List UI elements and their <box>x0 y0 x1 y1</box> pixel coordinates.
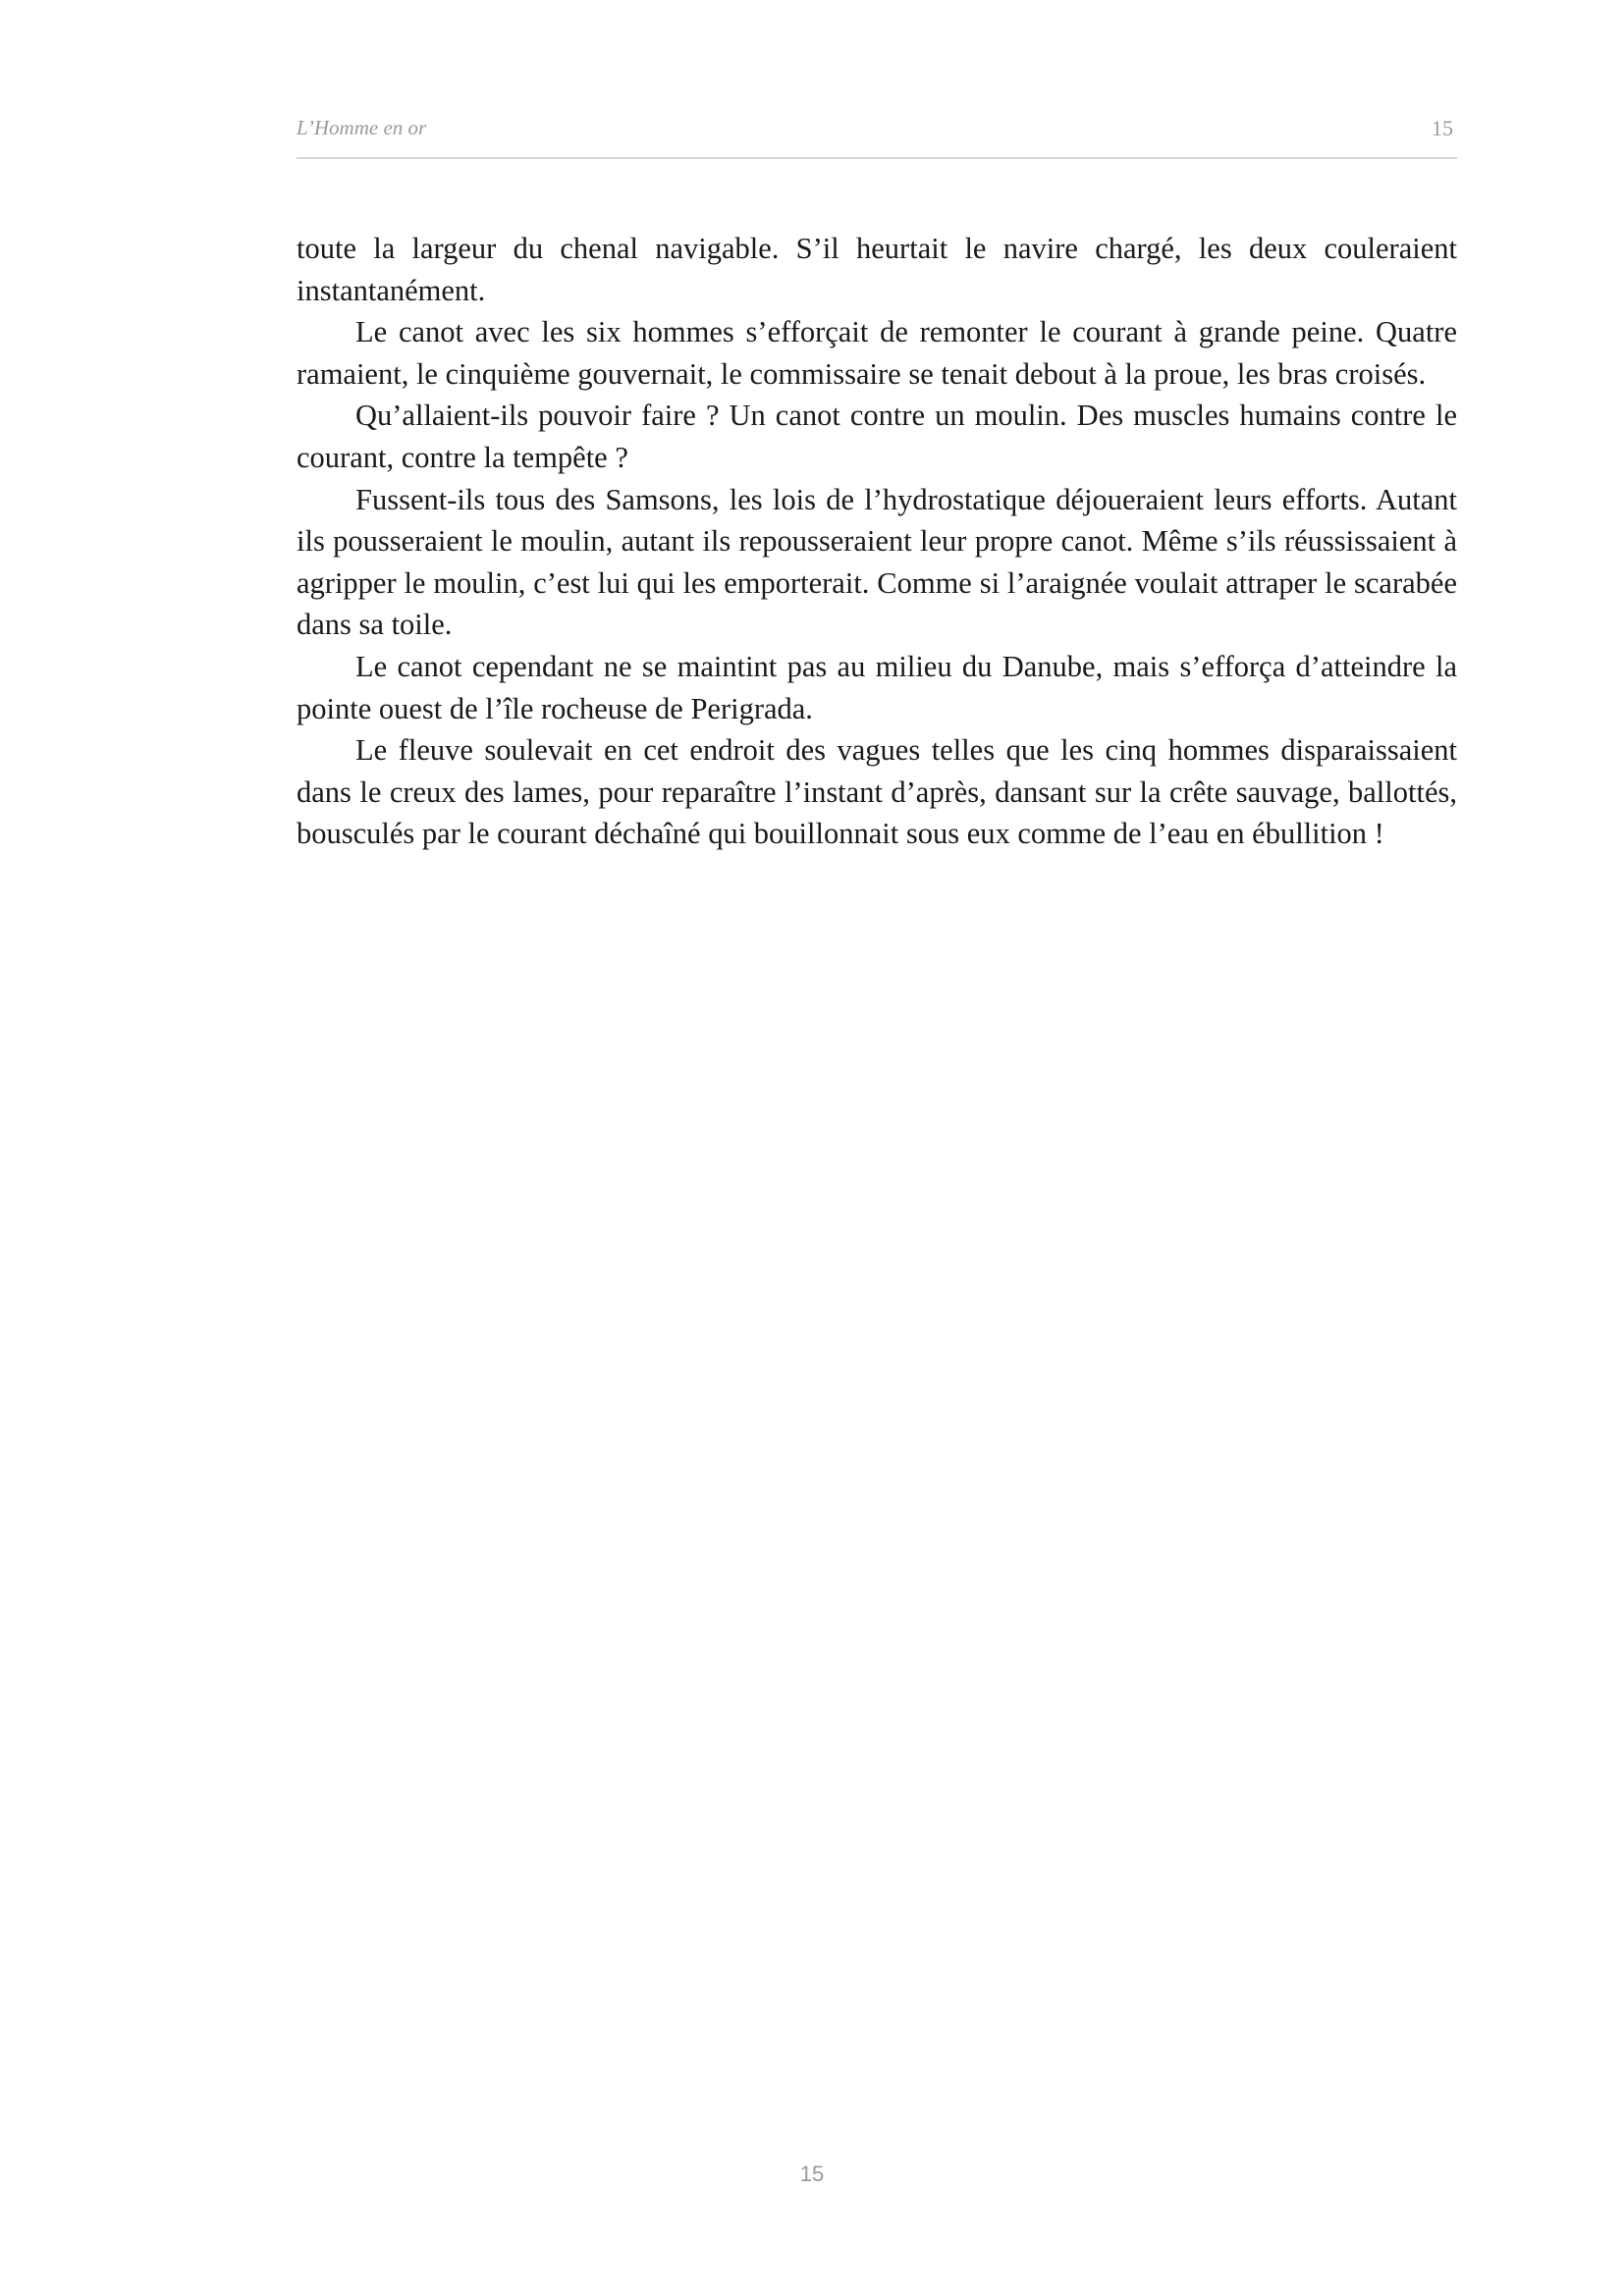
running-header <box>297 116 1457 159</box>
paragraph: Le fleuve soulevait en cet endroit des vagues telles que les cinq hommes disparaissaient dans le creux des lames, pour reparaître l’instant d’après, dansant sur la crête sauvage, ballottés, bousculés par le courant déchaîné qui bouillonnait sous eux comme de l’eau en ébullition ! <box>297 733 1457 851</box>
footer-page-number: 15 <box>799 2162 825 2186</box>
header-book-title: L’Homme en or <box>297 116 427 139</box>
body-text <box>297 228 1457 855</box>
paragraph: Le canot avec les six hommes s’efforçait de remonter le courant à grande peine. Quatre ramaient, le cinquième gouvernait, le commissaire se tenait debout à la proue, les bras croisés. <box>297 315 1457 391</box>
paragraph: Qu’allaient-ils pouvoir faire ? Un canot contre un moulin. Des muscles humains contre le courant, contre la tempête ? <box>297 399 1457 474</box>
paragraph: toute la largeur du chenal navigable. S’il heurtait le navire chargé, les deux couleraient instantanément. <box>297 232 1457 307</box>
paragraph: Le canot cependant ne se maintint pas au milieu du Danube, mais s’efforça d’atteindre la pointe ouest de l’île rocheuse de Perigrada. <box>297 649 1457 725</box>
header-page-number: 15 <box>1432 116 1453 140</box>
paragraph: Fussent-ils tous des Samsons, les lois de l’hydrostatique déjoueraient leurs efforts. Autant ils pousseraient le moulin, autant ils repousseraient leur propre canot. Même s’ils réussissaient à agripper le moulin, c’est lui qui les emporterait. Comme si l’araignée voulait attraper le scarabée dans sa toile. <box>297 482 1457 642</box>
